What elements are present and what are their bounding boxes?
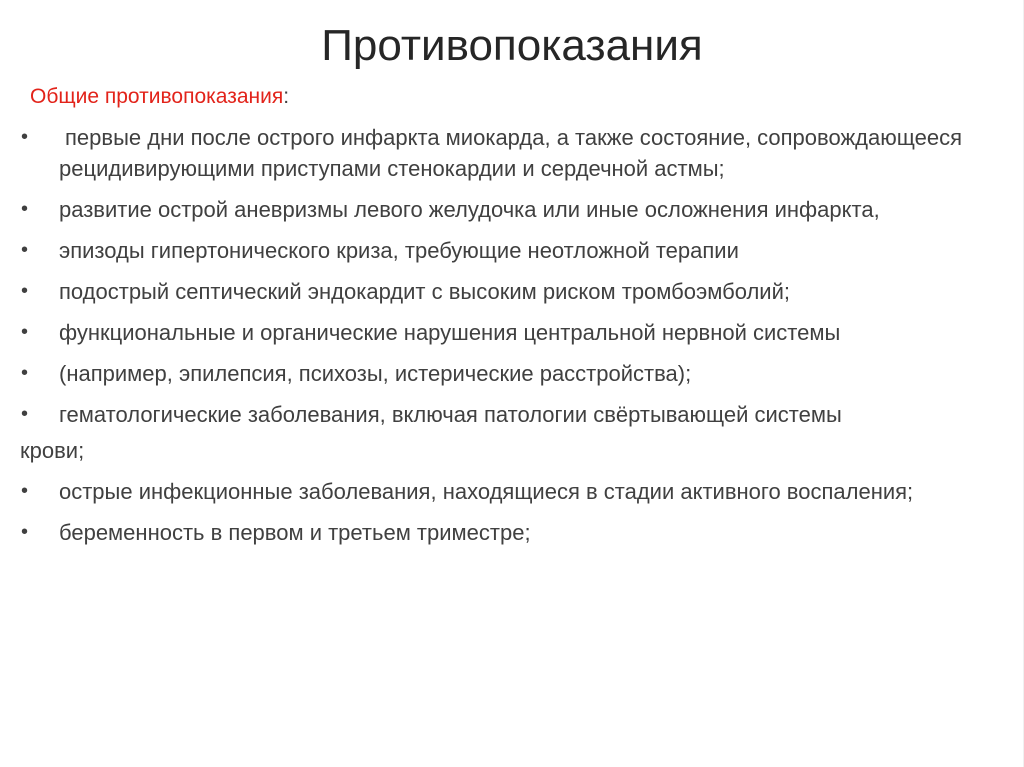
subheading-suffix: : xyxy=(283,85,290,108)
list-item xyxy=(20,276,1000,307)
list-item xyxy=(20,317,1000,348)
list-item xyxy=(20,476,1000,507)
subheading-accent-text: Общие противопоказания xyxy=(30,85,284,108)
list-item-text: первые дни после острого инфаркта миокарда, а также состояние, сопровождающееся рецидивирующими приступами стенокардии и сердечной астмы; xyxy=(59,125,962,181)
list-item xyxy=(20,399,1000,430)
bullet-icon: • xyxy=(21,126,29,148)
bullet-icon: • xyxy=(21,198,29,220)
list-item-text: развитие острой аневризмы левого желудочка или иные осложнения инфаркта, xyxy=(59,197,880,222)
contraindications-list xyxy=(20,122,1000,558)
list-item xyxy=(20,235,1000,266)
list-item xyxy=(20,358,1000,389)
bullet-icon: • xyxy=(21,403,29,425)
list-continuation-text: крови; xyxy=(20,438,85,463)
bullet-icon: • xyxy=(21,239,29,261)
list-item-text: эпизоды гипертонического криза, требующие неотложной терапии xyxy=(59,238,739,263)
bullet-icon: • xyxy=(21,280,29,302)
list-item-text: подострый септический эндокардит с высоким риском тромбоэмболий; xyxy=(59,279,790,304)
list-item-text: беременность в первом и третьем триместре; xyxy=(59,520,531,545)
list-item-text: функциональные и органические нарушения центральной нервной системы xyxy=(59,320,841,345)
bullet-icon: • xyxy=(21,521,29,543)
list-item-text: острые инфекционные заболевания, находящиеся в стадии активного воспаления; xyxy=(59,479,914,504)
bullet-icon: • xyxy=(21,480,29,502)
bullet-icon: • xyxy=(21,321,29,343)
list-item xyxy=(20,194,1000,225)
list-item-text: (например, эпилепсия, психозы, истерические расстройства); xyxy=(59,361,692,386)
section-subheading xyxy=(30,80,289,114)
list-item-text: гематологические заболевания, включая патологии свёртывающей системы xyxy=(59,402,842,427)
list-item xyxy=(20,122,1000,184)
bullet-icon: • xyxy=(21,362,29,384)
list-item xyxy=(20,517,1000,548)
slide-title: Противопоказания xyxy=(321,21,703,70)
